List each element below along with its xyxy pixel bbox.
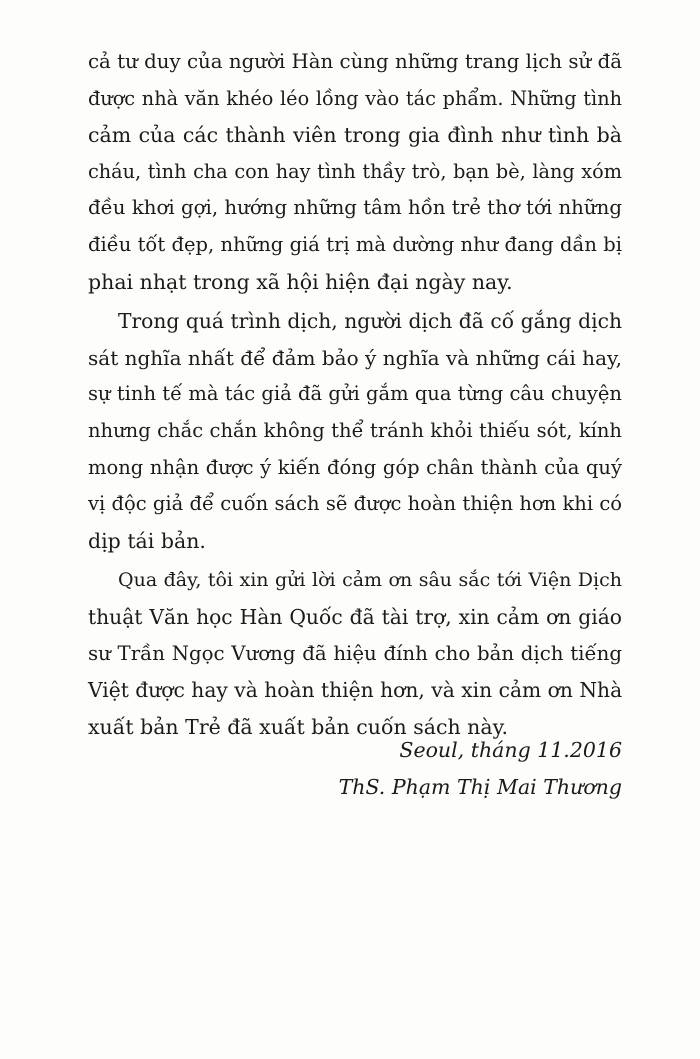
text-line: nhưng chắc chắn không thể tránh khỏi thiếu sót, kính	[88, 418, 622, 442]
body-text	[88, 44, 622, 745]
text-line: xuất bản Trẻ đã xuất bản cuốn sách này.	[88, 714, 508, 739]
paragraph-1	[88, 44, 622, 300]
text-line: sư Trần Ngọc Vương đã hiệu đính cho bản dịch tiếng	[88, 641, 622, 665]
text-line: cháu, tình cha con hay tình thầy trò, bạn bè, làng xóm	[88, 159, 622, 183]
text-line: đều khơi gợi, hướng những tâm hồn trẻ thơ tới những	[88, 196, 622, 220]
text-line: mong nhận được ý kiến đóng góp chân thành của quý	[88, 455, 622, 479]
text-line: Việt được hay và hoàn thiện hơn, và xin cảm ơn Nhà	[88, 678, 623, 703]
text-line: thuật Văn học Hàn Quốc đã tài trợ, xin cảm ơn giáo	[88, 604, 622, 629]
text-line: được nhà văn khéo léo lồng vào tác phẩm. Những tình	[88, 86, 622, 110]
signature-block	[339, 732, 622, 805]
text-line: Qua đây, tôi xin gửi lời cảm ơn sâu sắc tới Viện Dịch	[118, 569, 622, 592]
place-date: Seoul, tháng 11.2016	[399, 738, 622, 762]
paragraph-2	[88, 303, 622, 559]
text-line: cảm của các thành viên trong gia đình như tình bà	[88, 123, 622, 148]
text-line: Trong quá trình dịch, người dịch đã cố gắng dịch	[118, 309, 622, 334]
text-line: dịp tái bản.	[88, 528, 206, 553]
text-line: sự tinh tế mà tác giả đã gửi gắm qua từng câu chuyện	[88, 382, 622, 406]
paragraph-3	[88, 562, 622, 745]
text-line: vị độc giả để cuốn sách sẽ được hoàn thiện hơn khi có	[88, 492, 622, 516]
text-line: phai nhạt trong xã hội hiện đại ngày nay.	[88, 269, 513, 294]
text-line: sát nghĩa nhất để đảm bảo ý nghĩa và những cái hay,	[88, 345, 622, 370]
author-name: ThS. Phạm Thị Mai Thương	[338, 774, 622, 799]
text-line: điều tốt đẹp, những giá trị mà dường như đang dần bị	[88, 232, 622, 256]
text-line: cả tư duy của người Hàn cùng những trang lịch sử đã	[88, 50, 622, 73]
